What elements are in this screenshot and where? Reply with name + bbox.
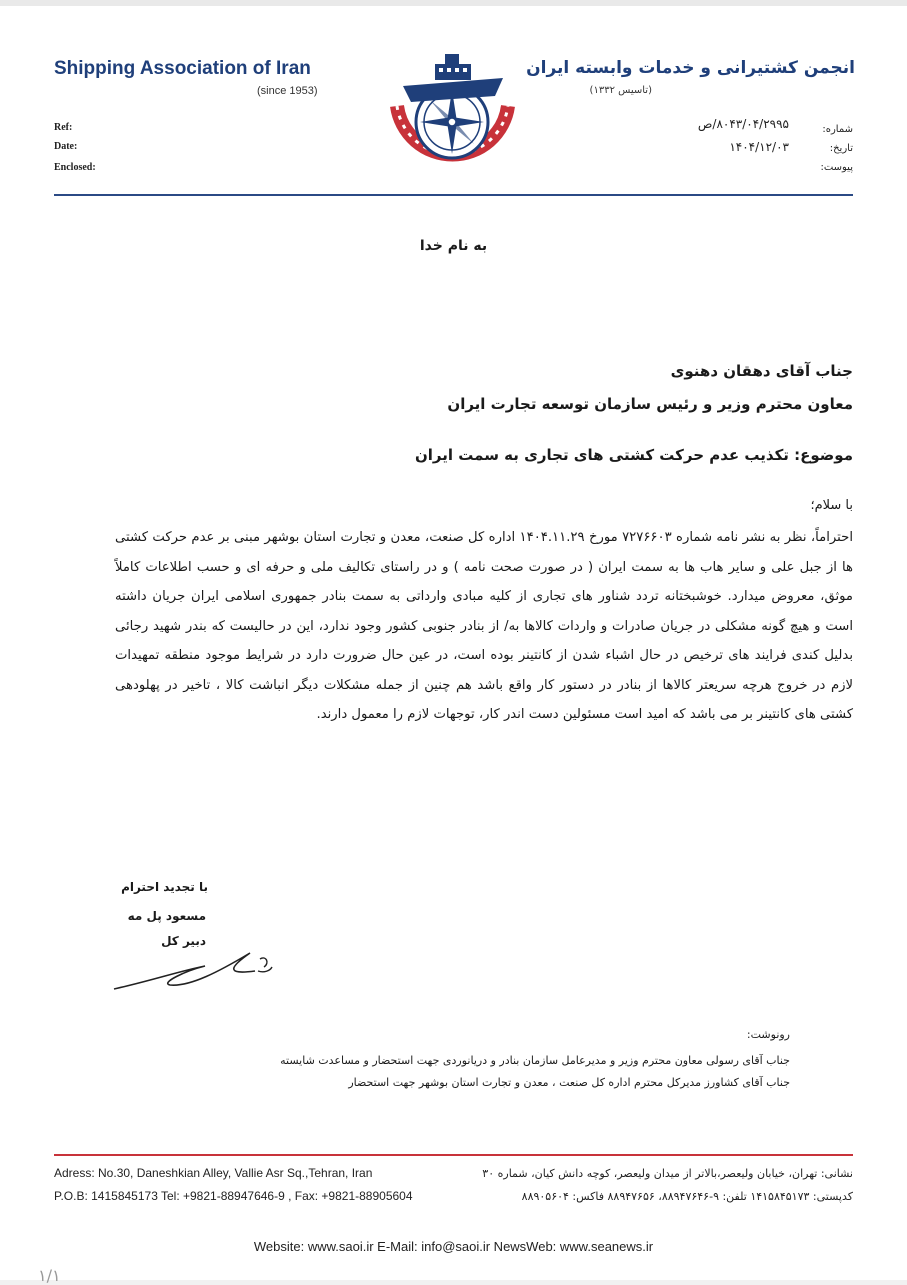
persian-since: (تاسیس ۱۳۳۲) [589, 85, 652, 96]
pob-fa: کدپستی: ۱۴۱۵۸۴۵۱۷۳ تلفن: ۹-۸۸۹۴۷۶۴۶، ۸۸۹۴۷۶۵۶ فاکس: ۸۸۹۰۵۶۰۴ [521, 1190, 853, 1203]
closing-phrase: با تجدید احترام [121, 880, 208, 894]
cc-item: جناب آقای کشاورز مدیرکل محترم اداره کل صنعت ، معدن و تجارت استان بوشهر جهت استحضار [348, 1076, 790, 1089]
ship-compass-rope-logo [385, 46, 520, 176]
letter-date: ۱۴۰۴/۱۲/۰۳ [729, 140, 789, 154]
addressee-name: جناب آقای دهقان دهنوی [670, 362, 853, 380]
english-org-name: Shipping Association of Iran [54, 58, 311, 79]
date-label-fa: تاریخ: [829, 143, 853, 154]
signer-title: دبیر کل [161, 934, 206, 948]
signer-name: مسعود پل مه [127, 909, 206, 923]
footer-divider [54, 1154, 853, 1156]
letter-number: ۸۰۴۳/۰۴/۲۹۹۵/ص [697, 117, 789, 131]
website-line: Website: www.saoi.ir E-Mail: info@saoi.ir NewsWeb: www.seanews.ir [253, 1239, 654, 1254]
cc-item: جناب آقای رسولی معاون محترم وزیر و مدیرعامل سازمان بنادر و دریانوردی جهت استحضار و مساعدت شایسته [280, 1054, 790, 1067]
ref-label: Ref: [54, 122, 73, 133]
address-fa: نشانی: تهران، خیابان ولیعصر،بالاتر از میدان ولیعصر، کوچه دانش کیان، شماره ۳۰ [482, 1167, 853, 1180]
addressee-title: معاون محترم وزیر و رئیس سازمان توسعه تجارت ایران [447, 395, 853, 413]
number-label-fa: شماره: [822, 124, 853, 135]
address-en: Adress: No.30, Daneshkian Alley, Vallie Asr Sq.,Tehran, Iran [54, 1166, 373, 1180]
handwritten-signature [110, 941, 280, 996]
date-label-en: Date: [54, 141, 78, 152]
header-divider [54, 194, 853, 196]
pob-en: P.O.B: 1415845173 Tel: +9821-88947646-9 , Fax: +9821-88905604 [54, 1189, 413, 1203]
page-number: ۱/۱ [38, 1266, 61, 1285]
letter-body: احتراماً، نظر به نشر نامه شماره ۷۲۷۶۶۰۳ مورخ ۱۴۰۴.۱۱.۲۹ اداره کل صنعت، معدن و تجارت استان بوشهر مبنی بر عدم حرکت کشتی ها از جبل علی و سایر هاب ها به سمت ایران ( در صورت صحت نامه ) و در راستای تکالیف ملی و حرفه ای و حسب اطلاعات کاملاً موثق، معروض میدارد. خوشبختانه تردد شناور های تجاری از کلیه مبادی وارداتی به سمت بنادر جمهوری اسلامی ایران جریان داشته است و هیچ گونه مشکلی در جریان صادرات و واردات کالاها به/ از بنادر جنوبی کشور وجود ندارد، این در حالیست که بندر شهید رجائی بدلیل کندی فرایند های ترخیص در حال اشباء شدن از کانتینر بوده است، در عین حال ضرورت دارد در شرایط موجود منطقه تمهیدات لازم در خروج هرچه سریعتر کالاها از بنادر در دستور کار واقع باشد هم چنین از جمله مشکلات دیگر انباشت کالا ، تاخیر در پهلودهی کشتی های کانتینر بر می باشد که امید است مسئولین دست اندر کار، توجهات لازم را معمول دارند. [115, 530, 853, 722]
english-since: (since 1953) [257, 85, 318, 97]
persian-org-name: انجمن کشتیرانی و خدمات وابسته ایران [526, 58, 855, 78]
letter-page [0, 6, 907, 1285]
cc-title: رونوشت: [746, 1028, 790, 1041]
greeting: با سلام؛ [810, 498, 853, 513]
bismillah: به نام خدا [419, 238, 488, 254]
enclosed-label: Enclosed: [54, 162, 96, 173]
letter-subject: موضوع: تکذیب عدم حرکت کشتی های تجاری به سمت ایران [414, 446, 853, 464]
attachment-label-fa: پیوست: [820, 162, 853, 173]
